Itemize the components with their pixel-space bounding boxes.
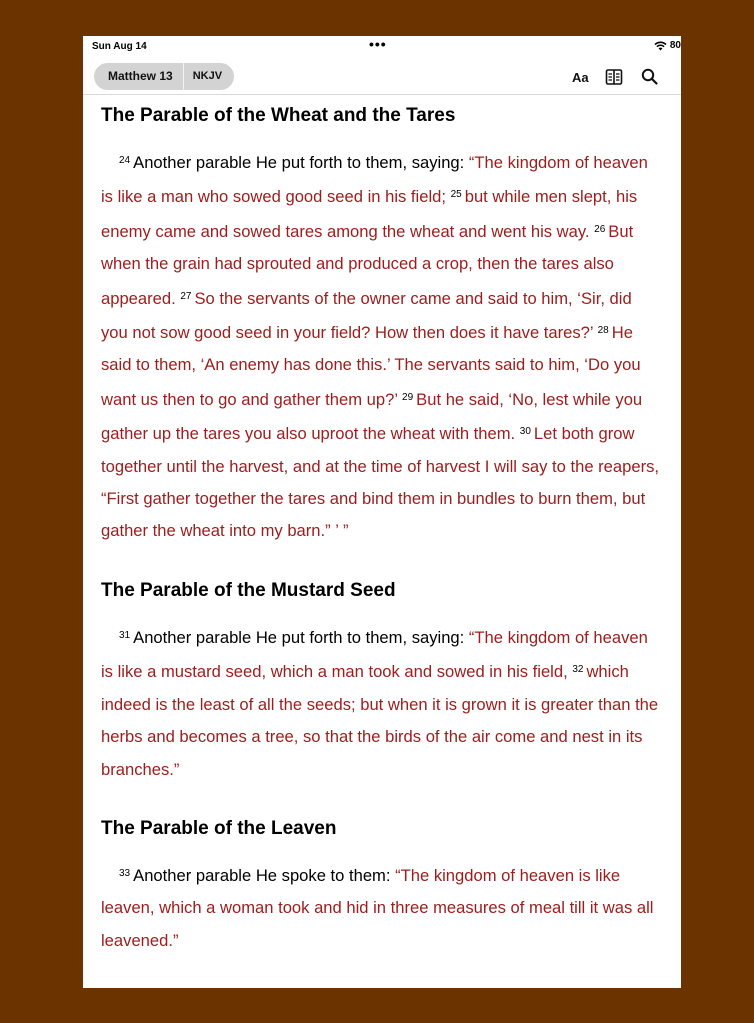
battery-percent: 80 bbox=[669, 40, 681, 51]
verse-number[interactable]: 30 bbox=[519, 426, 531, 438]
font-settings-button[interactable]: Aa bbox=[572, 70, 589, 85]
status-date: Sun Aug 14 bbox=[92, 41, 147, 52]
verse-text-red: but while men slept, his enemy came and sowed tares among the wheat and went his way. bbox=[101, 187, 638, 241]
section-heading-mustard-seed: The Parable of the Mustard Seed bbox=[101, 579, 396, 601]
verse-text-red: “The kingdom of heaven is like a mustard seed, which a man took and sowed in his field, bbox=[101, 627, 648, 682]
scripture-paragraph bbox=[101, 858, 661, 957]
verse-text-red: But when the grain had sprouted and produced a crop, then the tares also appeared. bbox=[101, 221, 634, 308]
scripture-paragraph bbox=[101, 145, 661, 548]
verse-text-red: “The kingdom of heaven is like a man who sowed good seed in his field; bbox=[101, 153, 648, 207]
verse-number[interactable]: 27 bbox=[180, 290, 192, 302]
scripture-paragraph bbox=[101, 620, 661, 786]
verse-number[interactable]: 25 bbox=[450, 189, 462, 201]
verse-text-red: Let both grow together until the harvest, and at the time of harvest I will say to the reapers, “First gather together the tares and bind them in bundles to burn them, but gather the wheat into my barn.” ’ ” bbox=[101, 424, 660, 541]
scripture-content bbox=[101, 96, 661, 957]
translation-button[interactable]: NKJV bbox=[192, 70, 223, 82]
verse-text-red: “The kingdom of heaven is like leaven, which a woman took and hid in three measures of meal till it was all leavened.” bbox=[101, 865, 654, 950]
status-bar bbox=[83, 36, 681, 56]
verse-text: Another parable He spoke to them: bbox=[133, 865, 396, 885]
verse-text-red: He said to them, ‘An enemy has done this.’ The servants said to him, ‘Do you want us then to go and gather them up?’ bbox=[101, 323, 641, 409]
verse-text-red: But he said, ‘No, lest while you gather up the tares you also uproot the wheat with them. bbox=[101, 389, 643, 444]
verse-number[interactable]: 28 bbox=[597, 325, 609, 337]
book-selector bbox=[94, 63, 234, 90]
app-screen bbox=[83, 36, 681, 988]
book-chapter-button[interactable]: Matthew 13 bbox=[94, 63, 184, 90]
verse-number[interactable]: 29 bbox=[402, 391, 414, 403]
verse-text-red: which indeed is the least of all the seeds; but when it is grown it is greater than the herbs and becomes a tree, so that the birds of the air come and nest in its branches.” bbox=[101, 662, 659, 779]
verse-number[interactable]: 24 bbox=[119, 155, 131, 166]
wifi-icon bbox=[654, 41, 667, 51]
section-heading-wheat-tares: The Parable of the Wheat and the Tares bbox=[101, 105, 456, 126]
search-icon[interactable] bbox=[641, 68, 658, 86]
verse-number[interactable]: 32 bbox=[572, 664, 584, 676]
multitasking-dots[interactable]: ••• bbox=[369, 36, 387, 52]
verse-number[interactable]: 26 bbox=[594, 223, 606, 235]
verse-text: Another parable He put forth to them, saying: bbox=[133, 153, 469, 172]
verse-text-red: So the servants of the owner came and said to him, ‘Sir, did you not sow good seed in your field? How then does it have tares?’ bbox=[101, 288, 632, 343]
verse-number[interactable]: 31 bbox=[119, 629, 131, 641]
verse-text: Another parable He put forth to them, saying: bbox=[133, 627, 469, 647]
navigation-bar bbox=[83, 62, 681, 94]
status-right bbox=[654, 40, 681, 51]
parallel-view-icon[interactable] bbox=[605, 68, 623, 86]
section-heading-leaven: The Parable of the Leaven bbox=[101, 817, 337, 839]
nav-divider bbox=[83, 94, 681, 95]
verse-number[interactable]: 33 bbox=[119, 867, 131, 879]
